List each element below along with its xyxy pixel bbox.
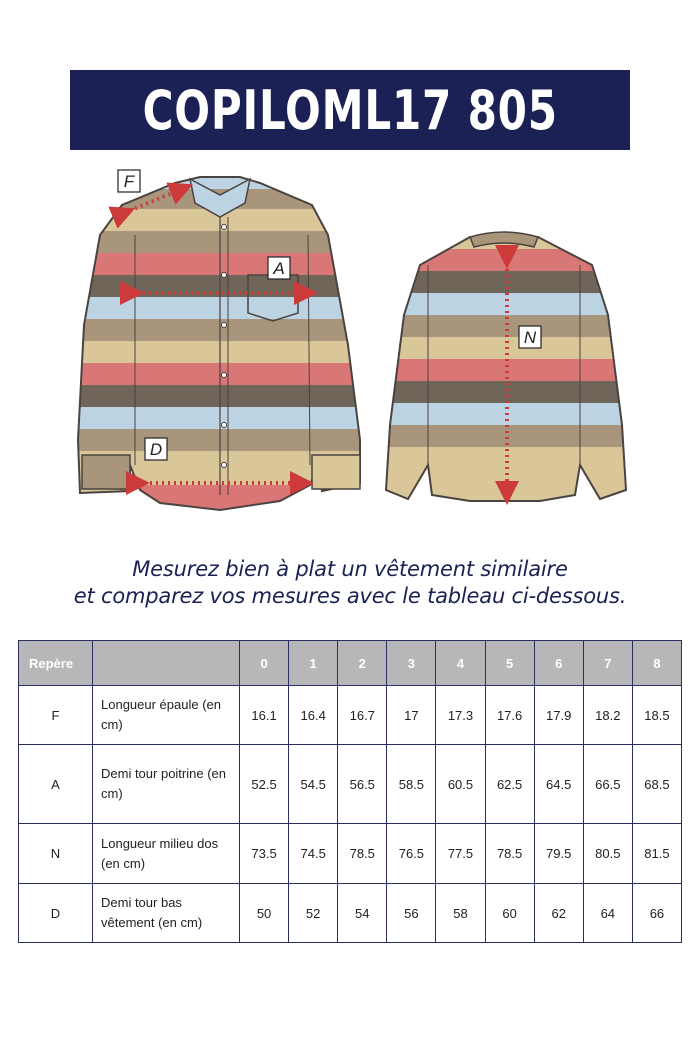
cell-value: 80.5 bbox=[583, 824, 632, 884]
cell-value: 78.5 bbox=[338, 824, 387, 884]
measuring-instructions bbox=[0, 556, 700, 610]
cell-value: 50 bbox=[240, 884, 289, 943]
cell-value: 60 bbox=[485, 884, 534, 943]
cell-value: 64.5 bbox=[534, 745, 583, 824]
cell-value: 79.5 bbox=[534, 824, 583, 884]
header-size: 1 bbox=[289, 641, 338, 686]
cell-value: 16.7 bbox=[338, 686, 387, 745]
label-F bbox=[118, 170, 140, 192]
cell-value: 62.5 bbox=[485, 745, 534, 824]
label-N bbox=[519, 326, 541, 348]
cell-value: 54.5 bbox=[289, 745, 338, 824]
title-banner bbox=[70, 70, 630, 150]
cell-value: 78.5 bbox=[485, 824, 534, 884]
cell-value: 74.5 bbox=[289, 824, 338, 884]
cell-value: 81.5 bbox=[632, 824, 681, 884]
back-shirt bbox=[380, 225, 640, 507]
cell-value: 16.4 bbox=[289, 686, 338, 745]
cell-value: 58 bbox=[436, 884, 485, 943]
table-row bbox=[19, 884, 682, 943]
cell-value: 17.6 bbox=[485, 686, 534, 745]
cell-value: 60.5 bbox=[436, 745, 485, 824]
header-size: 8 bbox=[632, 641, 681, 686]
cell-value: 77.5 bbox=[436, 824, 485, 884]
cell-value: 17.3 bbox=[436, 686, 485, 745]
cell-value: 52 bbox=[289, 884, 338, 943]
table-row bbox=[19, 745, 682, 824]
cell-value: 16.1 bbox=[240, 686, 289, 745]
cell-value: 52.5 bbox=[240, 745, 289, 824]
cell-value: 66.5 bbox=[583, 745, 632, 824]
row-description: Longueur épaule (en cm) bbox=[93, 686, 240, 745]
header-size: 3 bbox=[387, 641, 436, 686]
header-description bbox=[93, 641, 240, 686]
product-title: COPILOML17 805 bbox=[142, 78, 558, 142]
cell-value: 17 bbox=[387, 686, 436, 745]
svg-text:D: D bbox=[149, 440, 163, 459]
row-description: Longueur milieu dos (en cm) bbox=[93, 824, 240, 884]
size-chart-table bbox=[18, 640, 682, 943]
table-row bbox=[19, 824, 682, 884]
header-size: 4 bbox=[436, 641, 485, 686]
table-header-row bbox=[19, 641, 682, 686]
header-repere: Repère bbox=[19, 641, 93, 686]
svg-text:N: N bbox=[523, 328, 537, 347]
front-shirt bbox=[60, 165, 380, 515]
cell-value: 62 bbox=[534, 884, 583, 943]
header-size: 2 bbox=[338, 641, 387, 686]
cell-value: 56.5 bbox=[338, 745, 387, 824]
cell-value: 73.5 bbox=[240, 824, 289, 884]
cell-value: 18.2 bbox=[583, 686, 632, 745]
cell-value: 17.9 bbox=[534, 686, 583, 745]
cell-value: 66 bbox=[632, 884, 681, 943]
header-size: 7 bbox=[583, 641, 632, 686]
header-size: 5 bbox=[485, 641, 534, 686]
cell-value: 18.5 bbox=[632, 686, 681, 745]
header-size: 6 bbox=[534, 641, 583, 686]
row-mark: F bbox=[19, 686, 93, 745]
row-mark: N bbox=[19, 824, 93, 884]
row-mark: A bbox=[19, 745, 93, 824]
cell-value: 54 bbox=[338, 884, 387, 943]
table-row bbox=[19, 686, 682, 745]
cell-value: 68.5 bbox=[632, 745, 681, 824]
instruction-line-1: Mesurez bien à plat un vêtement similaire bbox=[132, 557, 568, 581]
label-A bbox=[268, 257, 290, 279]
svg-text:F: F bbox=[123, 172, 135, 191]
shirt-illustration bbox=[60, 165, 640, 525]
label-D bbox=[145, 438, 167, 460]
cell-value: 64 bbox=[583, 884, 632, 943]
header-size: 0 bbox=[240, 641, 289, 686]
instruction-line-2: et comparez vos mesures avec le tableau ci-dessous. bbox=[73, 584, 627, 608]
cell-value: 56 bbox=[387, 884, 436, 943]
row-mark: D bbox=[19, 884, 93, 943]
cell-value: 58.5 bbox=[387, 745, 436, 824]
row-description: Demi tour poitrine (en cm) bbox=[93, 745, 240, 824]
svg-text:A: A bbox=[273, 259, 285, 278]
row-description: Demi tour bas vêtement (en cm) bbox=[93, 884, 240, 943]
cell-value: 76.5 bbox=[387, 824, 436, 884]
